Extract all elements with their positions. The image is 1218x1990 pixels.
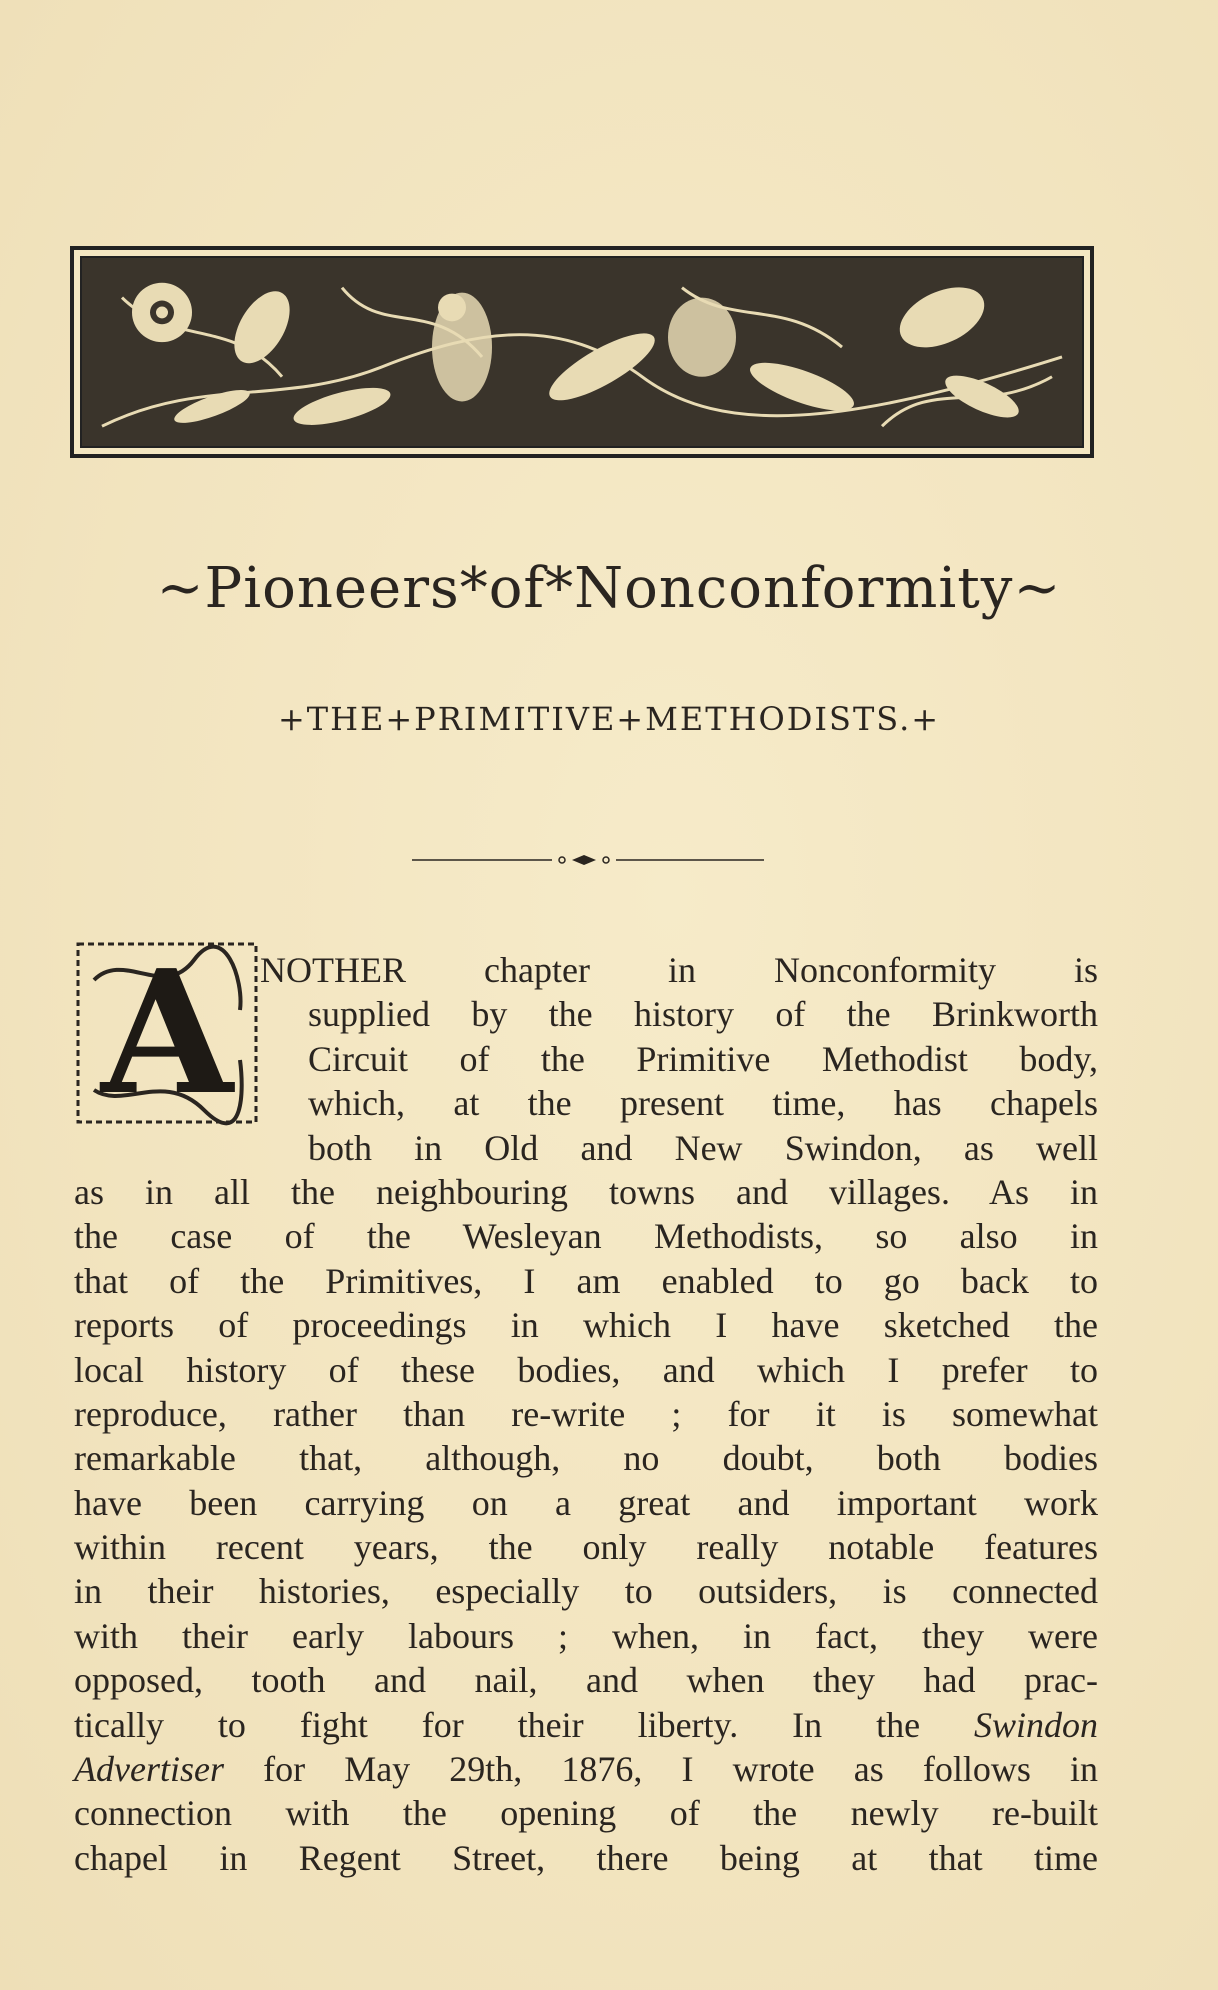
text-line (74, 1747, 1098, 1791)
decorative-banner (70, 246, 1094, 458)
text-line: have been carrying on a great and important work (74, 1482, 1098, 1523)
text-line: with their early labours ; when, in fact, they were (74, 1615, 1098, 1656)
text-line: Circuit of the Primitive Methodist body, (308, 1038, 1098, 1079)
text-segment: for May 29th, 1876, I wrote as follows in (223, 1749, 1098, 1790)
italic-title: Advertiser (74, 1749, 224, 1790)
ornamental-divider-icon (412, 852, 764, 868)
text-line: local history of these bodies, and which I prefer to (74, 1349, 1098, 1390)
text-segment: tically to fight for their liberty. In the (74, 1704, 974, 1745)
text-line: both in Old and New Swindon, as well (308, 1127, 1098, 1168)
text-line: reports of proceedings in which I have sketched the (74, 1305, 1098, 1346)
text-line: that of the Primitives, I am enabled to go back to (74, 1260, 1098, 1301)
text-line: in their histories, especially to outsiders, is connected (74, 1571, 1098, 1612)
drop-cap-letter: A (101, 933, 233, 1133)
text-line: opposed, tooth and nail, and when they had prac- (74, 1660, 1098, 1701)
text-line (74, 1703, 1098, 1747)
text-line: remarkable that, although, no doubt, both bodies (74, 1438, 1098, 1479)
page-title: ~Pioneers*of*Nonconformity~ (156, 556, 1062, 621)
page-subtitle: +THE+PRIMITIVE+METHODISTS.+ (277, 700, 941, 738)
body-paragraph (74, 948, 1098, 1880)
italic-title: Swindon (973, 1704, 1098, 1745)
text-line: chapel in Regent Street, there being at that time (74, 1837, 1098, 1878)
text-line: connection with the opening of the newly re-built (74, 1793, 1098, 1834)
text-line: the case of the Wesleyan Methodists, so also in (74, 1216, 1098, 1257)
text-line: supplied by the history of the Brinkworth (308, 994, 1098, 1035)
floral-bird-ornament-icon (82, 258, 1082, 446)
text-line: as in all the neighbouring towns and villages. As in (74, 1171, 1098, 1212)
text-line: NOTHER chapter in Nonconformity is (260, 950, 1098, 990)
text-line: within recent years, the only really notable features (74, 1527, 1098, 1568)
text-line: which, at the present time, has chapels (308, 1083, 1098, 1124)
text-line: reproduce, rather than re-write ; for it is somewhat (74, 1393, 1098, 1434)
